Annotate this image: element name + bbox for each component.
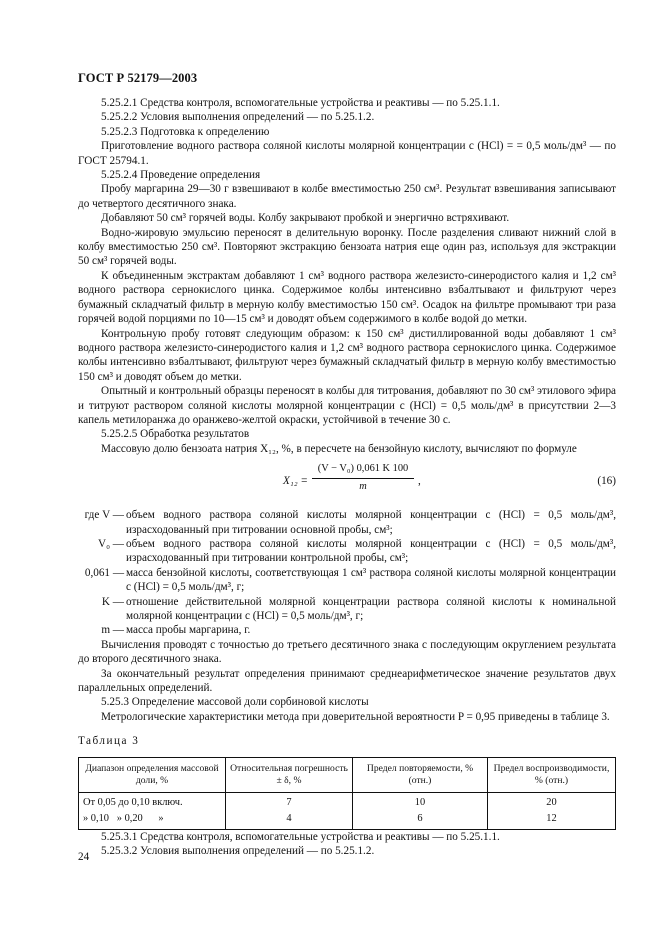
variable-symbol: K — xyxy=(101,595,124,608)
variable-symbol: m — xyxy=(101,624,124,637)
table-cell: » 0,10 » 0,20 » xyxy=(79,811,226,830)
paragraph: 5.25.2.2 Условия выполнения определений — по 5.25.1.2. xyxy=(101,111,375,124)
paragraph: 5.25.3.2 Условия выполнения определений — по 5.25.1.2. xyxy=(101,845,375,858)
table-cell: 12 xyxy=(488,811,616,830)
paragraph: Контрольную пробу готовят следующим образом: к 150 см³ дистиллированной воды добавляют 1 см³ водного раствора железисто-синеродистого калия и 1,2 см³ водного раствора сернокислого цинка. Содержимое колбы интенсивно взбалтывают, фильтруют через бумажный складчатый фильтр в мерную колбу вместимостью 150 см³ и доводят объем до метки. xyxy=(78,327,616,383)
paragraph: Пробу маргарина 29—30 г взвешивают в колбе вместимостью 250 см³. Результат взвешивания записывают до четвертого десятичного знака. xyxy=(78,183,616,210)
paragraph: Метрологические характеристики метода при доверительной вероятности P = 0,95 приведены в таблице 3. xyxy=(101,710,610,723)
table-cell: 6 xyxy=(353,811,488,830)
table-row xyxy=(79,811,616,830)
table-cell: 10 xyxy=(353,792,488,811)
variable-description: отношение действительной молярной концентрации раствора соляной кислоты к номинальной молярной концентрации c (HCl) = 0,5 моль/дм³, г; xyxy=(126,595,616,622)
table-cell: 4 xyxy=(226,811,353,830)
paragraph: Водно-жировую эмульсию переносят в делительную воронку. После разделения сливают нижний слой в колбу вместимостью 250 см³. Повторяют экстракцию бензоата натрия еще один раз, используя для экстракции 50 см³ горячей воды. xyxy=(78,226,616,268)
section-heading: 5.25.2.5 Обработка результатов xyxy=(101,428,250,441)
formula-number: (16) xyxy=(597,475,616,488)
column-header: Относительная погрешность ± δ, % xyxy=(226,757,353,792)
table-cell: От 0,05 до 0,10 включ. xyxy=(79,792,226,811)
standard-header: ГОСТ Р 52179—2003 xyxy=(78,71,198,85)
table-row xyxy=(79,792,616,811)
section-heading: 5.25.2.3 Подготовка к определению xyxy=(101,125,270,138)
variable-description: масса бензойной кислоты, соответствующая 1 см³ раствора соляной кислоты молярной концентрации c (HCl) = 0,5 моль/дм³, г; xyxy=(126,566,616,594)
table-header-row xyxy=(79,757,616,792)
variable-symbol: где V — xyxy=(84,509,124,522)
paragraph: За окончательный результат определения принимают среднеарифметическое значение результатов двух параллельных определений. xyxy=(78,667,616,695)
column-header: Диапазон определения массовой доли, % xyxy=(79,757,226,792)
formula-suffix: , xyxy=(418,475,421,488)
formula-16 xyxy=(78,462,616,502)
section-heading: 5.25.2.4 Проведение определения xyxy=(101,169,261,182)
variable-description: масса пробы маргарина, г. xyxy=(126,624,251,637)
column-header: Предел повторяемости, % (отн.) xyxy=(353,757,488,792)
section-heading: 5.25.3 Определение массовой доли сорбиновой кислоты xyxy=(101,696,369,709)
formula-lhs: X₁₂ = xyxy=(283,475,308,488)
formula-fraction xyxy=(312,462,414,494)
metrology-table xyxy=(78,757,616,830)
table-cell: 20 xyxy=(488,792,616,811)
paragraph: 5.25.3.1 Средства контроля, вспомогательные устройства и реактивы — по 5.25.1.1. xyxy=(101,830,500,843)
formula-denominator: m xyxy=(359,480,367,492)
table-caption: Таблица 3 xyxy=(78,735,140,748)
column-header: Предел воспроизводимости, % (отн.) xyxy=(488,757,616,792)
variable-description: объем водного раствора соляной кислоты молярной концентрации c (HCl) = 0,5 моль/дм³, израсходованный при титровании основной пробы, см³; xyxy=(126,509,616,536)
variable-symbol: V₀ — xyxy=(98,537,124,550)
document-body xyxy=(78,96,616,858)
paragraph: Вычисления проводят с точностью до третьего десятичного знака с последующим округлением результата до второго десятичного знака. xyxy=(78,638,616,666)
paragraph: Добавляют 50 см³ горячей воды. Колбу закрывают пробкой и энергично встряхивают. xyxy=(101,212,510,225)
variable-definitions xyxy=(78,508,616,638)
variable-symbol: 0,061 — xyxy=(84,566,124,579)
table-cell: 7 xyxy=(226,792,353,811)
formula-numerator: (V − V₀) 0,061 K 100 xyxy=(312,462,414,478)
paragraph: Приготовление водного раствора соляной кислоты молярной концентрации c (HCl) = = 0,5 моль/дм³ — по ГОСТ 25794.1. xyxy=(78,140,616,167)
paragraph: Опытный и контрольный образцы переносят в колбы для титрования, добавляют по 30 см³ этилового эфира и титруют раствором соляной кислоты молярной концентрации c (HCl) = 0,5 моль/дм³ в присутствии 2—3 капель метилоранжа до оранжево-желтой окраски, устойчивой в течение 30 с. xyxy=(78,385,617,426)
variable-description: объем водного раствора соляной кислоты молярной концентрации c (HCl) = 0,5 моль/дм³, израсходованный при титровании контрольной пробы, см³; xyxy=(126,537,616,565)
page-number: 24 xyxy=(78,851,90,863)
paragraph: К объединенным экстрактам добавляют 1 см³ водного раствора железисто-синеродистого калия и 1,2 см³ водного раствора сернокислого цинка. Содержимое колбы интенсивно взбалтывают и фильтруют через бумажный складчатый фильтр в мерную колбу вместимостью 150 см³. Осадок на фильтре промывают три раза горячей водой порциями по 10—15 см³ и доводят объем содержимого в колбе водой до метки. xyxy=(78,269,616,326)
paragraph: Массовую долю бензоата натрия X₁₂, %, в пересчете на бензойную кислоту, вычисляют по формуле xyxy=(101,442,577,455)
paragraph: 5.25.2.1 Средства контроля, вспомогательные устройства и реактивы — по 5.25.1.1. xyxy=(101,97,500,109)
